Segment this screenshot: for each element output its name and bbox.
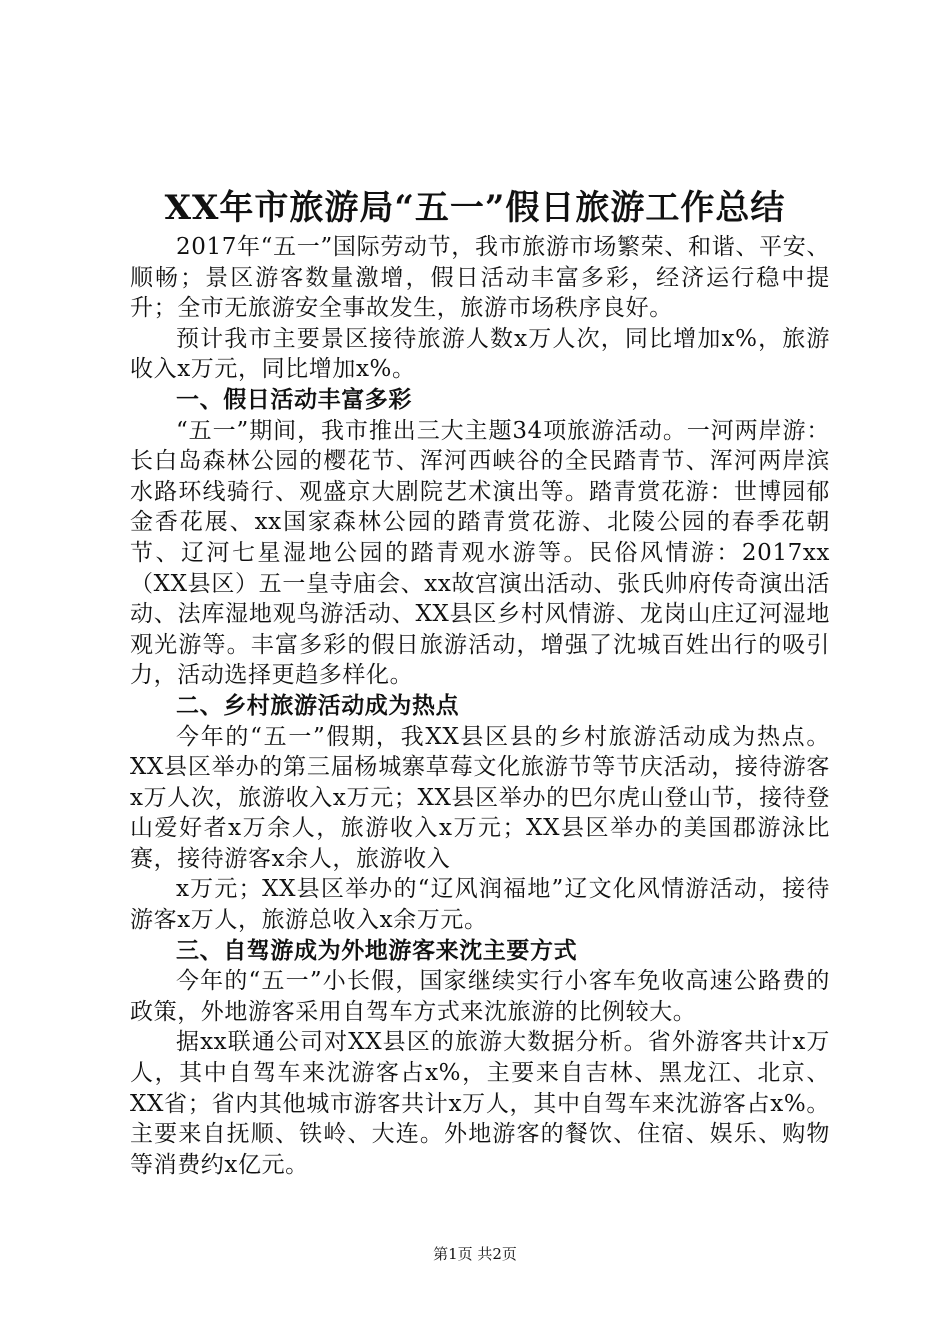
paragraph: 今年的“五一”小长假，国家继续实行小客车免收高速公路费的政策，外地游客采用自驾车方式来沈旅游的比例较大。 (130, 968, 830, 1025)
paragraph: 预计我市主要景区接待旅游人数x万人次，同比增加x%，旅游收入x万元，同比增加x%。 (130, 325, 830, 383)
page-footer: 第1页 共2页 (433, 1245, 517, 1263)
section-heading: 二、乡村旅游活动成为热点 (176, 691, 460, 719)
document-title: XX年市旅游局“五一”假日旅游工作总结 (164, 188, 786, 228)
section-heading: 一、假日活动丰富多彩 (176, 385, 412, 413)
paragraph: x万元；XX县区举办的“辽风润福地”辽文化风情游活动，接待游客x万人，旅游总收入x余万元。 (130, 876, 830, 934)
paragraph: 今年的“五一”假期，我XX县区县的乡村旅游活动成为热点。XX县区举办的第三届杨城寨草莓文化旅游节等节庆活动，接待游客x万人次，旅游收入x万元；XX县区举办的巴尔虎山登山节，接待登山爱好者x万余人，旅游收入x万元；XX县区举办的美国郡游泳比赛，接待游客x余人，旅游收入 (130, 723, 830, 872)
document-body (130, 232, 830, 1180)
paragraph: “五一”期间，我市推出三大主题34项旅游活动。一河两岸游：长白岛森林公园的樱花节、浑河西峡谷的全民踏青节、浑河两岸滨水路环线骑行、观盛京大剧院艺术演出等。踏青赏花游：世博园郁金香花展、xx国家森林公园的踏青赏花游、北陵公园的春季花朝节、辽河七星湿地公园的踏青观水游等。民俗风情游：2017xx（XX县区）五一皇寺庙会、xx故宫演出活动、张氏帅府传奇演出活动、法库湿地观鸟游活动、XX县区乡村风情游、龙岗山庄辽河湿地观光游等。丰富多彩的假日旅游活动，增强了沈城百姓出行的吸引力，活动选择更趋多样化。 (130, 417, 830, 689)
paragraph: 2017年“五一”国际劳动节，我市旅游市场繁荣、和谐、平安、顺畅；景区游客数量激增，假日活动丰富多彩，经济运行稳中提升；全市无旅游安全事故发生，旅游市场秩序良好。 (130, 234, 830, 322)
section-heading: 三、自驾游成为外地游客来沈主要方式 (176, 936, 578, 964)
paragraph: 据xx联通公司对XX县区的旅游大数据分析。省外游客共计x万人，其中自驾车来沈游客占x%，主要来自吉林、黑龙江、北京、XX省；省内其他城市游客共计x万人，其中自驾车来沈游客占x%。主要来自抚顺、铁岭、大连。外地游客的餐饮、住宿、娱乐、购物等消费约x亿元。 (130, 1029, 830, 1178)
